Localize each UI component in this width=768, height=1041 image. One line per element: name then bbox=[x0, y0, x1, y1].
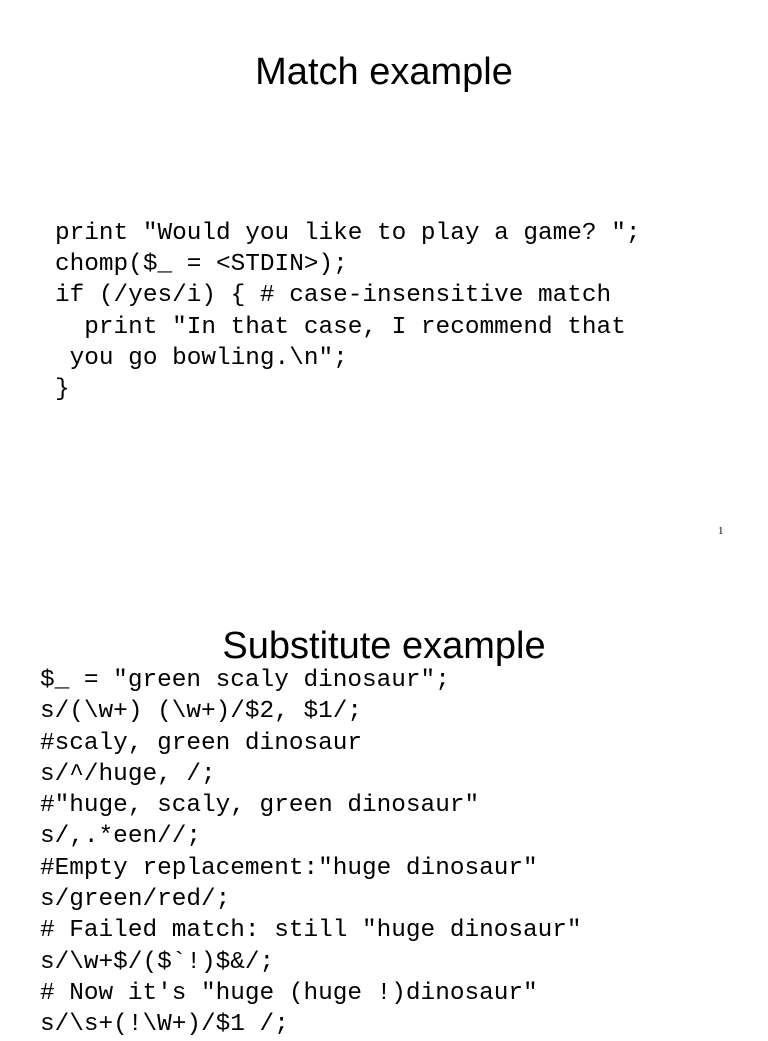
code-line: } bbox=[55, 376, 70, 404]
code-line: #"huge, scaly, green dinosaur" bbox=[40, 792, 480, 820]
code-line: s/^/huge, /; bbox=[40, 760, 216, 788]
code-line: print "In that case, I recommend that bbox=[55, 313, 626, 341]
slide-title-match-example: Match example bbox=[255, 51, 513, 93]
slide-title-substitute-example: Substitute example bbox=[222, 625, 546, 667]
code-line: #Empty replacement:"huge dinosaur" bbox=[40, 854, 538, 882]
code-block-match-example bbox=[55, 218, 640, 405]
code-line: s/(\w+) (\w+)/$2, $1/; bbox=[40, 698, 363, 726]
page-number: 1 bbox=[718, 525, 724, 537]
code-line: s/green/red/; bbox=[40, 886, 231, 914]
code-line: # Now it's "huge (huge !)dinosaur" bbox=[40, 979, 538, 1007]
code-line: #scaly, green dinosaur bbox=[40, 729, 363, 757]
code-line: s/,.*een//; bbox=[40, 823, 202, 851]
code-line: you go bowling.\n"; bbox=[55, 344, 348, 372]
code-line: s/\w+$/($`!)$&/; bbox=[40, 948, 275, 976]
code-line: # Failed match: still "huge dinosaur" bbox=[40, 917, 582, 945]
code-line: print "Would you like to play a game? "; bbox=[55, 220, 641, 247]
code-line: chomp($_ = <STDIN>); bbox=[55, 251, 348, 279]
code-line: s/\s+(!\W+)/$1 /; bbox=[40, 1011, 289, 1039]
code-block-substitute-example bbox=[40, 665, 582, 1041]
code-line: if (/yes/i) { # case-insensitive match bbox=[55, 282, 612, 310]
code-line: $_ = "green scaly dinosaur"; bbox=[40, 667, 450, 694]
